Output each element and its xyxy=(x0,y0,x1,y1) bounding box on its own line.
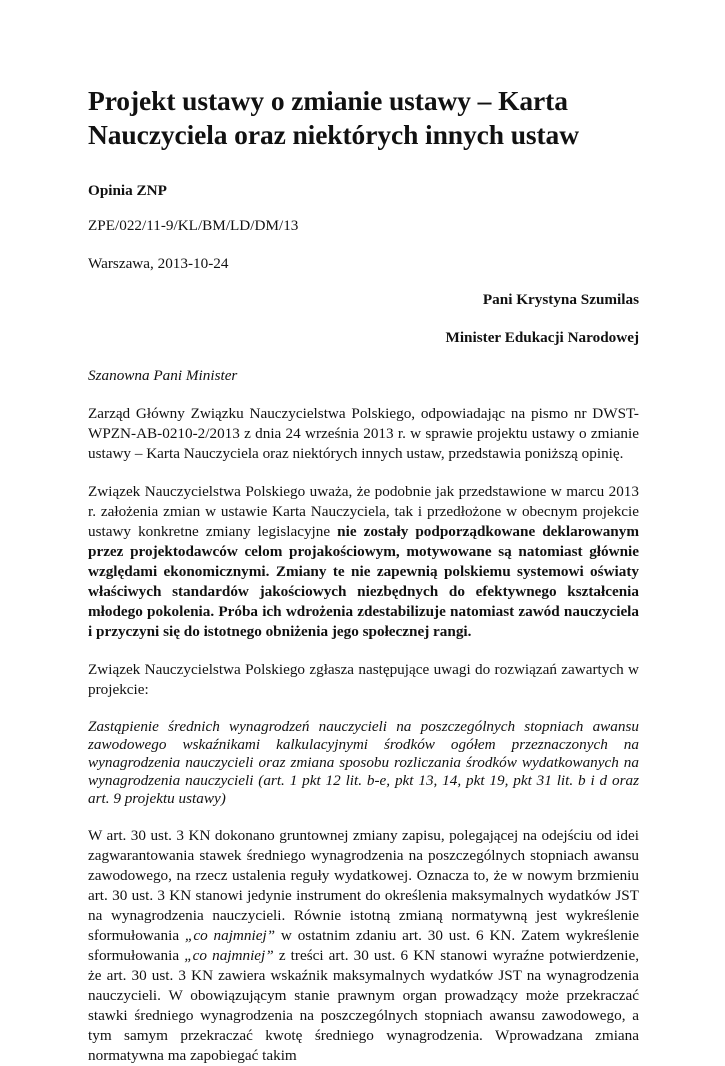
paragraph-position-emphasis: nie zostały podporządkowane deklarowanym przez projektodawców celom projakościowym, motywowane są natomiast głównie względami ekonomicznymi. Zmiany te nie zapewnią polskiemu systemowi oświaty właściwych standardów jakościowych niezbędnych do efektywnego kształcenia młodego pokolenia. Próba ich wdrożenia zdestabilizuje natomiast zawód nauczyciela i przyczyni się do istotnego obniżenia jego społecznej rangi. xyxy=(88,523,639,640)
paragraph-intro: Zarząd Główny Związku Nauczycielstwa Polskiego, odpowiadając na pismo nr DWST-WPZN-AB-0210-2/2013 z dnia 24 września 2013 r. w sprawie projektu ustawy o zmianie ustawy – Karta Nauczyciela oraz niektórych innych ustaw, przedstawia poniższą opinię. xyxy=(88,405,639,462)
recipient-title: Minister Edukacji Narodowej xyxy=(445,329,639,346)
paragraph-art30-quote-2: „co najmniej” xyxy=(184,947,274,964)
document-title xyxy=(88,84,639,152)
paragraph-art30-text-3: z treści art. 30 ust. 6 KN stanowi wyraźne potwierdzenie, że art. 30 ust. 3 KN zawiera wskaźnik maksymalnych wydatków JST na wynagrodzenia nauczycieli. W obowiązującym stanie prawnym organ prowadzący może przekraczać stawki średniego wynagrodzenia na poszczególnych stopniach awansu zawodowego, a tym samym przekraczać kwotę średniego wynagrodzenia. Wprowadzana zmiana normatywna ma zapobiegać takim xyxy=(88,947,639,1064)
opinion-label: Opinia ZNP xyxy=(88,182,167,199)
section-heading: Zastąpienie średnich wynagrodzeń nauczycieli na poszczególnych stopniach awansu zawodowego wskaźnikami kalkulacyjnymi środków ogółem przeznaczonych na wynagrodzenia nauczycieli oraz zmiana sposobu rozliczania środków wydatkowanych na wynagrodzenia nauczycieli (art. 1 pkt 12 lit. b-e, pkt 13, 14, pkt 19, pkt 31 lit. b i d oraz art. 9 projektu ustawy) xyxy=(88,718,639,807)
recipient-name: Pani Krystyna Szumilas xyxy=(482,291,639,308)
reference-number: ZPE/022/11-9/KL/BM/LD/DM/13 xyxy=(88,217,299,234)
paragraph-art30-text-2: w ostatnim zdaniu art. 30 ust. 6 KN. Zatem wykreślenie sformułowania xyxy=(88,927,639,964)
place-date: Warszawa, 2013-10-24 xyxy=(88,255,229,272)
salutation: Szanowna Pani Minister xyxy=(88,367,238,384)
paragraph-art30-text-1: W art. 30 ust. 3 KN dokonano gruntownej zmiany zapisu, polegającej na odejściu od idei zagwarantowania stawek średniego wynagrodzenia na poszczególnych stopniach awansu zawodowego, na rzecz ustalenia reguły wydatkowej. Oznacza to, że w nowym brzmieniu art. 30 ust. 3 KN stanowi jedynie instrument do określenia maksymalnych wydatków JST na wynagrodzenia nauczycieli. Równie istotną zmianą normatywną jest wykreślenie sformułowania xyxy=(88,827,639,944)
title-line-1: Projekt ustawy o zmianie ustawy – Karta xyxy=(88,85,568,116)
paragraph-art30-quote-1: „co najmniej” xyxy=(184,927,276,944)
document-page xyxy=(88,84,639,1066)
paragraph-remarks-intro: Związek Nauczycielstwa Polskiego zgłasza następujące uwagi do rozwiązań zawartych w projekcie: xyxy=(88,661,639,698)
paragraph-art30 xyxy=(88,826,639,1066)
title-line-2: Nauczyciela oraz niektórych innych ustaw xyxy=(88,119,579,150)
paragraph-position xyxy=(88,482,639,642)
paragraph-position-text: Związek Nauczycielstwa Polskiego uważa, że podobnie jak przedstawione w marcu 2013 r. założenia zmian w ustawie Karta Nauczyciela, tak i przedłożone w obecnym projekcie ustawy konkretne zmiany legislacyjne xyxy=(88,483,639,540)
